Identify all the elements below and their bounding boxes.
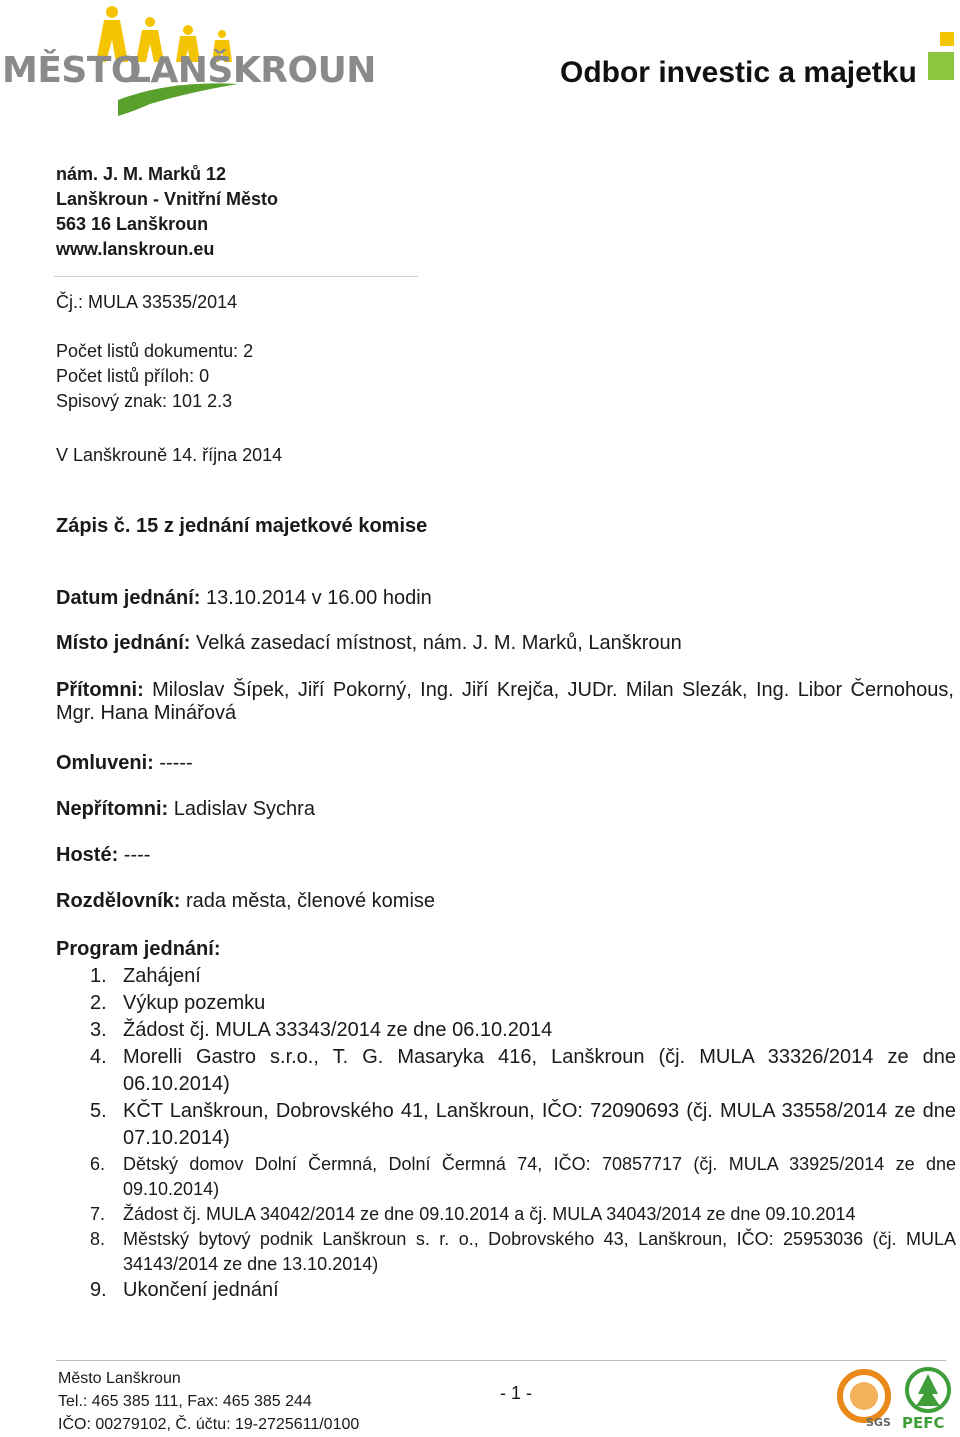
logo-text-lanskroun: LANŠKROUN — [128, 50, 376, 91]
address-website: www.lanskroun.eu — [56, 239, 215, 259]
logo-text-mesto: MĚSTO — [2, 50, 142, 91]
attendee-word: Ing. — [420, 679, 454, 701]
attendee-word: Jiří — [297, 679, 325, 701]
agenda-item-text: Morelli Gastro s.r.o., T. G. Masaryka 416, Lanškroun (čj. MULA 33326/2014 ze dne 06.10.2014) — [123, 1046, 956, 1095]
agenda-item — [56, 1098, 956, 1152]
attendee-word: Ing. — [755, 679, 790, 701]
agenda-item — [56, 1227, 956, 1277]
agenda-item — [56, 1044, 956, 1098]
agenda-item-number: 5. — [90, 1100, 107, 1122]
absent — [56, 798, 315, 821]
address-district: Lanškroun - Vnitřní Město — [56, 189, 279, 209]
excused-value: ----- — [153, 752, 193, 774]
document-title: Zápis č. 15 z jednání majetkové komise — [56, 515, 428, 537]
agenda-item — [56, 963, 956, 990]
distribution-label: Rozdělovník: — [56, 890, 181, 912]
meeting-place — [56, 632, 682, 655]
agenda-item-number: 8. — [90, 1229, 106, 1249]
agenda-item-text: Zahájení — [123, 965, 201, 987]
agenda-item-text: KČT Lanškroun, Dobrovského 41, Lanškroun, IČO: 72090693 (čj. MULA 33558/2014 ze dne 07.10.2014) — [123, 1100, 956, 1149]
meeting-place-value: Velká zasedací místnost, nám. J. M. Marků, Lanškroun — [190, 632, 682, 654]
agenda-item — [56, 1277, 956, 1304]
excused-label: Omluveni: — [56, 752, 154, 774]
address-city: 563 16 Lanškroun — [56, 214, 209, 234]
agenda-item-text: Žádost čj. MULA 34042/2014 ze dne 09.10.2014 a čj. MULA 34043/2014 ze dne 09.10.2014 — [123, 1204, 856, 1224]
guests-value: ---- — [118, 844, 151, 866]
address-divider — [54, 276, 418, 277]
sheet-count: Počet listů dokumentu: 2 — [56, 341, 254, 361]
sgs-certification-logo — [836, 1368, 896, 1430]
guests — [56, 844, 150, 867]
reference-number: Čj.: MULA 33535/2014 — [56, 292, 238, 312]
attendee-word: Slezák, — [682, 679, 748, 701]
attendee-word: Černohous, — [850, 679, 954, 701]
footer-divider — [56, 1360, 946, 1361]
file-mark: Spisový znak: 101 2.3 — [56, 391, 233, 411]
agenda-item — [56, 1152, 956, 1202]
attendees-line-1 — [56, 679, 954, 702]
attendees-line-2: Mgr. Hana Minářová — [56, 702, 237, 724]
agenda-item-number: 7. — [90, 1204, 106, 1224]
agenda-item-text: Výkup pozemku — [123, 992, 266, 1014]
footer-phone: Tel.: 465 385 111, Fax: 465 385 244 — [58, 1393, 312, 1410]
agenda — [56, 938, 956, 1304]
agenda-item — [56, 1017, 956, 1044]
attendee-word: Krejča, — [496, 679, 560, 701]
page-number: - 1 - — [500, 1383, 533, 1403]
city-logo — [0, 0, 376, 125]
address-street: nám. J. M. Marků 12 — [56, 164, 227, 184]
excused — [56, 752, 193, 775]
agenda-item-number: 6. — [90, 1154, 106, 1174]
guests-label: Hosté: — [56, 844, 119, 866]
pefc-certification-logo — [898, 1366, 956, 1432]
department-title: Odbor investic a majetku — [560, 56, 917, 89]
agenda-item-text: Městský bytový podnik Lanškroun s. r. o., Dobrovského 43, Lanškroun, IČO: 25953036 (čj. MULA 34143/2014 ze dne 13.10.2014) — [123, 1229, 956, 1274]
footer-ico: IČO: 00279102, Č. účtu: 19-2725611/0100 — [58, 1416, 360, 1433]
agenda-item-number: 3. — [90, 1019, 107, 1041]
agenda-item-text: Dětský domov Dolní Čermná, Dolní Čermná 74, IČO: 70857717 (čj. MULA 33925/2014 ze dne 09.10.2014) — [123, 1154, 956, 1199]
agenda-item-number: 4. — [90, 1046, 107, 1068]
sgs-text: SGS — [866, 1416, 891, 1429]
attendee-word: Miloslav — [152, 679, 225, 701]
footer-city: Město Lanškroun — [58, 1370, 181, 1387]
agenda-list — [56, 963, 956, 1304]
agenda-item — [56, 990, 956, 1017]
pefc-text: PEFC — [902, 1414, 945, 1432]
attendees — [56, 679, 954, 725]
attendee-word: JUDr. — [567, 679, 618, 701]
attendees-label: Přítomni: — [56, 679, 144, 701]
attendee-word: Jiří — [461, 679, 489, 701]
absent-value: Ladislav Sychra — [168, 798, 315, 820]
footer-contact — [58, 1367, 359, 1436]
absent-label: Nepřítomni: — [56, 798, 169, 820]
attendee-word: Libor — [797, 679, 843, 701]
office-address — [56, 162, 278, 262]
agenda-item-text: Žádost čj. MULA 33343/2014 ze dne 06.10.2014 — [123, 1019, 553, 1041]
document-info — [56, 339, 253, 414]
agenda-item — [56, 1202, 956, 1227]
meeting-place-label: Místo jednání: — [56, 632, 191, 654]
distribution-value: rada města, členové komise — [180, 890, 436, 912]
agenda-item-number: 1. — [90, 965, 107, 987]
agenda-item-number: 9. — [90, 1279, 107, 1301]
attendee-word: Pokorný, — [332, 679, 412, 701]
distribution — [56, 890, 435, 913]
meeting-date-value: 13.10.2014 v 16.00 hodin — [200, 587, 432, 609]
date-place: V Lanškrouně 14. října 2014 — [56, 445, 283, 465]
meeting-date — [56, 587, 432, 610]
agenda-title: Program jednání: — [56, 938, 221, 960]
attendee-word: Šípek, — [232, 679, 290, 701]
meeting-date-label: Datum jednání: — [56, 587, 201, 609]
green-square-mark — [926, 32, 956, 84]
attachment-count: Počet listů příloh: 0 — [56, 366, 210, 386]
agenda-item-text: Ukončení jednání — [123, 1279, 279, 1301]
agenda-item-number: 2. — [90, 992, 107, 1014]
attendee-word: Milan — [625, 679, 674, 701]
